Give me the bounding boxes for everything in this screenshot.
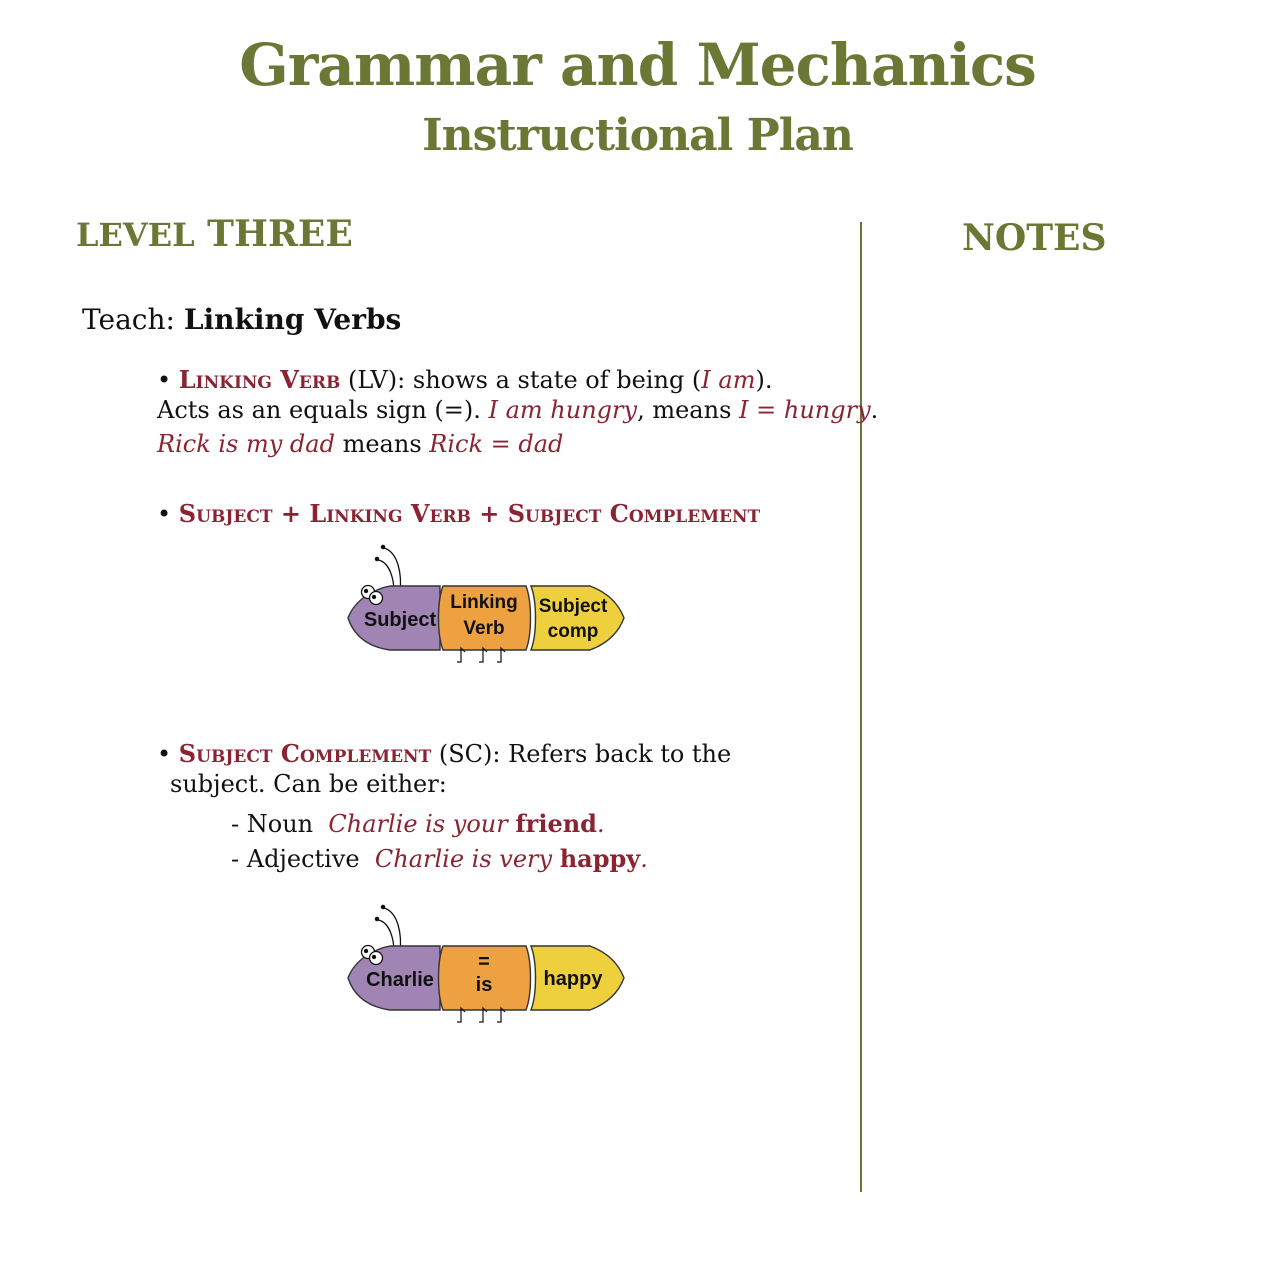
caterpillar-diagram-general bbox=[340, 540, 640, 670]
teach-line bbox=[82, 303, 402, 336]
bullet2-line bbox=[157, 499, 761, 528]
diagram2-complement-label: happy bbox=[543, 968, 603, 990]
bullet3-line2: subject. Can be either: bbox=[170, 770, 447, 798]
bullet1-line2-end: . bbox=[870, 396, 879, 424]
level-number: THREE bbox=[207, 213, 353, 255]
adjective-label: - Adjective bbox=[231, 845, 360, 873]
level-heading bbox=[76, 213, 353, 255]
noun-example-end: . bbox=[596, 810, 605, 838]
diagram1-complement-label-line2: comp bbox=[547, 621, 599, 642]
bullet1-line1-text: (LV): shows a state of being ( bbox=[340, 366, 702, 394]
bullet3-line1 bbox=[157, 739, 732, 768]
noun-label: - Noun bbox=[231, 810, 314, 838]
notes-heading: NOTES bbox=[962, 217, 1107, 259]
page-subtitle: Instructional Plan bbox=[422, 110, 853, 161]
linking-verb-term: Linking Verb bbox=[178, 365, 341, 394]
bullet1-example-equals-hungry: I = hungry bbox=[739, 396, 871, 424]
noun-example: Charlie is your bbox=[328, 810, 516, 838]
noun-example-bold: friend bbox=[515, 809, 597, 838]
diagram1-verb-label-line1: Linking bbox=[450, 592, 518, 613]
teach-label: Teach: bbox=[82, 303, 175, 336]
bullet1-example-rick: Rick is my dad bbox=[157, 430, 335, 458]
bullet-mark: • bbox=[157, 740, 172, 768]
bullet1-line2-text: Acts as an equals sign (=). bbox=[157, 396, 489, 424]
column-divider bbox=[860, 222, 862, 1192]
diagram2-equals-label: = bbox=[478, 951, 490, 973]
adjective-example-end: . bbox=[640, 845, 648, 873]
diagram1-complement-label-line1: Subject bbox=[538, 596, 608, 617]
bullet1-example-rick-equals: Rick = dad bbox=[429, 430, 564, 458]
subject-complement-term: Subject Complement bbox=[178, 739, 432, 768]
bullet1-example-hungry: I am hungry bbox=[488, 396, 638, 424]
bullet1-line3 bbox=[157, 432, 563, 456]
page-title: Grammar and Mechanics bbox=[239, 31, 1036, 99]
bullet1-line3-middle: means bbox=[334, 430, 430, 458]
teach-topic: Linking Verbs bbox=[183, 303, 402, 336]
bullet1-line1-end: ). bbox=[755, 366, 773, 394]
bullet1-line2 bbox=[157, 398, 878, 422]
bullet1-line1 bbox=[157, 365, 773, 394]
sentence-formula: Subject + Linking Verb + Subject Complement bbox=[178, 499, 761, 528]
diagram2-subject-label: Charlie bbox=[366, 969, 434, 991]
bullet3-line1-text: (SC): Refers back to the bbox=[431, 740, 732, 768]
bullet-mark: • bbox=[157, 500, 172, 528]
adjective-example-line bbox=[231, 844, 648, 873]
diagram2-verb-label: is bbox=[475, 974, 493, 996]
bullet-mark: • bbox=[157, 366, 172, 394]
bullet1-example-i-am: I am bbox=[701, 366, 756, 394]
caterpillar-diagram-example bbox=[340, 900, 640, 1030]
level-word: LEVEL bbox=[76, 216, 195, 254]
bullet1-line2-middle: , means bbox=[637, 396, 740, 424]
diagram1-subject-label: Subject bbox=[363, 609, 437, 631]
adjective-example: Charlie is very bbox=[374, 845, 560, 873]
diagram1-verb-label-line2: Verb bbox=[463, 618, 505, 639]
adjective-example-bold: happy bbox=[559, 844, 641, 873]
noun-example-line bbox=[231, 809, 605, 838]
